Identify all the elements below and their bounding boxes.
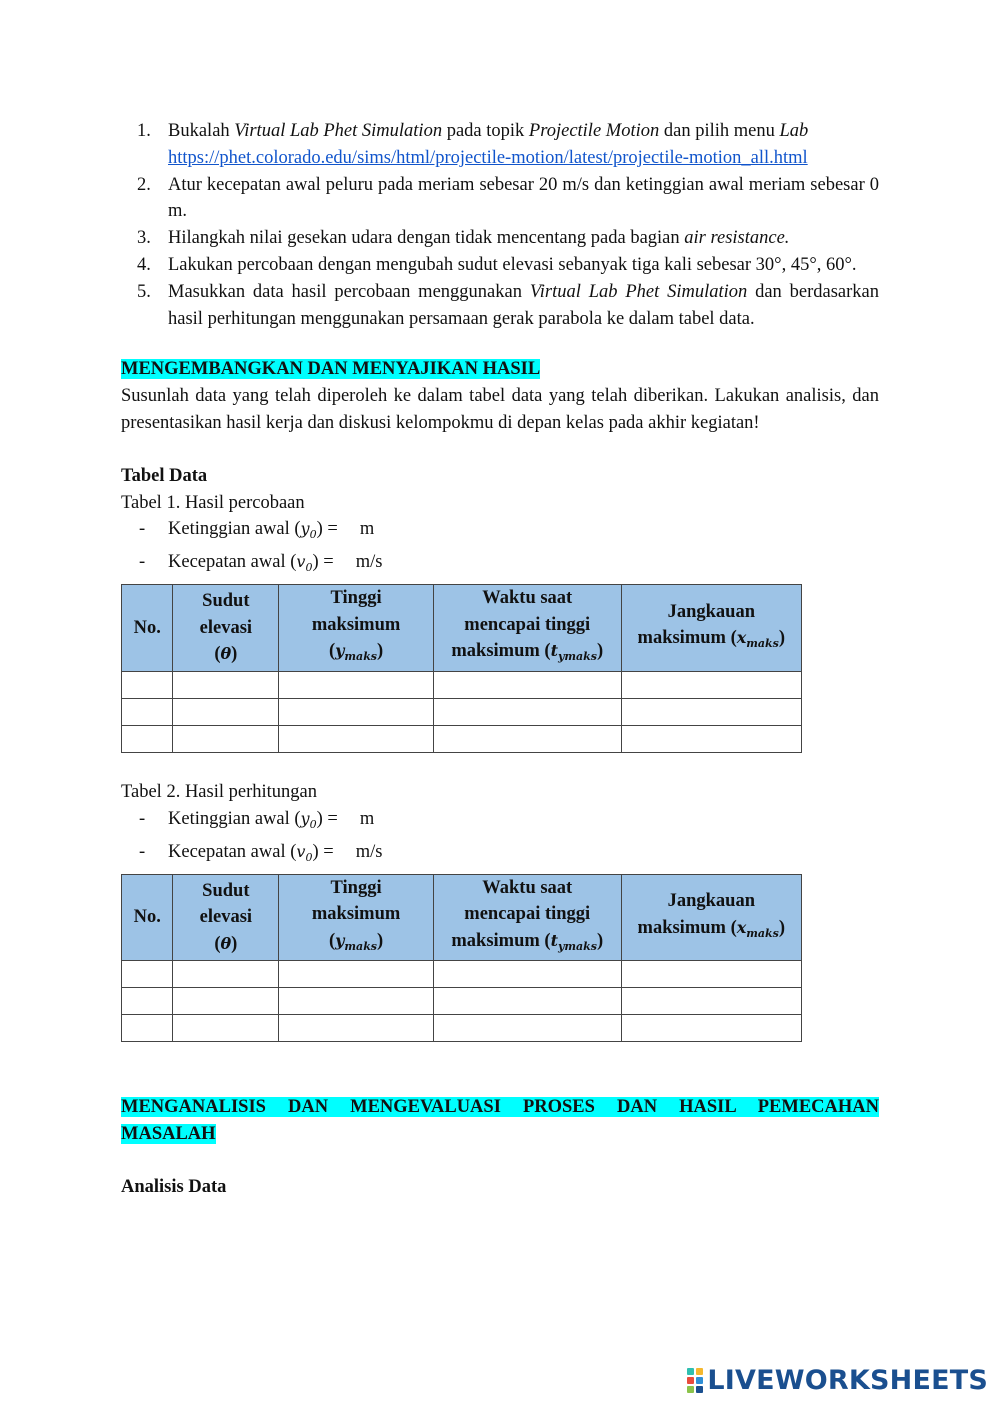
table-cell[interactable]	[122, 1015, 173, 1042]
table-cell[interactable]	[279, 672, 434, 699]
instruction-list	[121, 118, 879, 332]
header-jangkauan: Jangkauan maksimum $(x_{maks})$	[621, 585, 801, 672]
item-number: 1.	[137, 121, 151, 141]
table-cell[interactable]	[433, 1015, 621, 1042]
table-cell[interactable]	[621, 1015, 801, 1042]
header-tinggi: Tinggi maksimum $(y_{maks})$	[279, 585, 434, 672]
list-item: 4. Lakukan percobaan dengan mengubah sudut elevasi sebanyak tiga kali sebesar 30°, 45°, 60°.	[121, 252, 879, 279]
list-item: 1. Bukalah Virtual Lab Phet Simulation pada topik Projectile Motion dan pilih menu Lab https://phet.colorado.edu/sims/html/projectile-motion/latest/projectile-motion_all.html	[121, 118, 879, 172]
table2-caption: Tabel 2. Hasil perhitungan	[121, 782, 317, 803]
table-cell[interactable]	[173, 961, 279, 988]
table-cell[interactable]	[122, 699, 173, 726]
item-number: 3.	[137, 228, 151, 249]
header-sudut: Sudut elevasi (θ)	[173, 585, 279, 672]
table-cell[interactable]	[173, 699, 279, 726]
table-row	[122, 672, 802, 699]
analisis-title: Analisis Data	[121, 1177, 227, 1198]
table-cell[interactable]	[621, 672, 801, 699]
table-cell[interactable]	[621, 961, 801, 988]
table-cell[interactable]	[122, 988, 173, 1015]
header-sudut: Sudut elevasi (θ)	[173, 874, 279, 961]
table-cell[interactable]	[173, 1015, 279, 1042]
list-item: 2. Atur kecepatan awal peluru pada meriam sebesar 20 m/s dan ketinggian awal meriam sebesar 0 m.	[121, 172, 879, 226]
phet-simulation-link[interactable]: https://phet.colorado.edu/sims/html/projectile-motion/latest/projectile-motion_all.html	[168, 147, 808, 168]
header-waktu: Waktu saat mencapai tinggi maksimum $(t_{ymaks})$	[433, 585, 621, 672]
table-header-row	[122, 874, 802, 961]
table-cell[interactable]	[173, 726, 279, 753]
table-row	[122, 726, 802, 753]
table-cell[interactable]	[621, 726, 801, 753]
section-heading-2: MENGANALISIS DAN MENGEVALUASI PROSES DAN HASIL PEMECAHAN MASALAH	[121, 1097, 879, 1145]
header-no: No.	[122, 874, 173, 961]
table-cell[interactable]	[433, 699, 621, 726]
table-cell[interactable]	[433, 961, 621, 988]
table-cell[interactable]	[433, 726, 621, 753]
table-cell[interactable]	[173, 672, 279, 699]
initial-height-line: - Ketinggian awal $(y_0) = m$	[139, 808, 375, 831]
item-number: 4.	[137, 254, 151, 275]
table-cell[interactable]	[279, 699, 434, 726]
table-cell[interactable]	[621, 988, 801, 1015]
list-item: 5. Masukkan data hasil percobaan menggunakan Virtual Lab Phet Simulation dan berdasarkan hasil perhitungan menggunakan persamaan gerak parabola ke dalam tabel data.	[121, 279, 879, 333]
header-waktu: Waktu saat mencapai tinggi maksimum $(t_{ymaks})$	[433, 874, 621, 961]
worksheet-page	[121, 118, 879, 1201]
table-cell[interactable]	[279, 726, 434, 753]
table-cell[interactable]	[433, 672, 621, 699]
table-row	[122, 961, 802, 988]
header-jangkauan: Jangkauan maksimum $(x_{maks})$	[621, 874, 801, 961]
header-tinggi: Tinggi maksimum $(y_{maks})$	[279, 874, 434, 961]
table-cell[interactable]	[433, 988, 621, 1015]
item-number: 2.	[137, 174, 151, 195]
item-number: 5.	[137, 281, 151, 302]
table-cell[interactable]	[621, 699, 801, 726]
table-cell[interactable]	[122, 672, 173, 699]
table-cell[interactable]	[122, 961, 173, 988]
table-row	[122, 988, 802, 1015]
data-table-2	[121, 874, 802, 1043]
table-header-row	[122, 585, 802, 672]
tabel-data-title: Tabel Data	[121, 465, 208, 486]
table-cell[interactable]	[279, 1015, 434, 1042]
table1-caption: Tabel 1. Hasil percobaan	[121, 492, 305, 513]
table-cell[interactable]	[279, 988, 434, 1015]
section-heading: MENGEMBANGKAN DAN MENYAJIKAN HASIL	[121, 359, 541, 380]
section-paragraph: Susunlah data yang telah diperoleh ke dalam tabel data yang telah diberikan. Lakukan analisis, dan presentasikan hasil kerja dan diskusi kelompokmu di depan kelas pada akhir kegiatan!	[121, 386, 879, 433]
table-cell[interactable]	[122, 726, 173, 753]
logo-icon	[687, 1368, 703, 1393]
table-row	[122, 1015, 802, 1042]
data-table-1	[121, 584, 802, 753]
table-cell[interactable]	[173, 988, 279, 1015]
initial-speed-line: - Kecepatan awal $(v_0) = m/s$	[139, 841, 383, 864]
initial-height-line: - Ketinggian awal $(y_0) = m$	[139, 519, 375, 542]
list-item: 3. Hilangkah nilai gesekan udara dengan tidak mencentang pada bagian air resistance.	[121, 225, 879, 252]
table-row	[122, 699, 802, 726]
initial-speed-line: - Kecepatan awal $(v_0) = m/s$	[139, 552, 383, 575]
table-cell[interactable]	[279, 961, 434, 988]
header-no: No.	[122, 585, 173, 672]
liveworksheets-logo: LIVEWORKSHEETS	[687, 1365, 988, 1396]
